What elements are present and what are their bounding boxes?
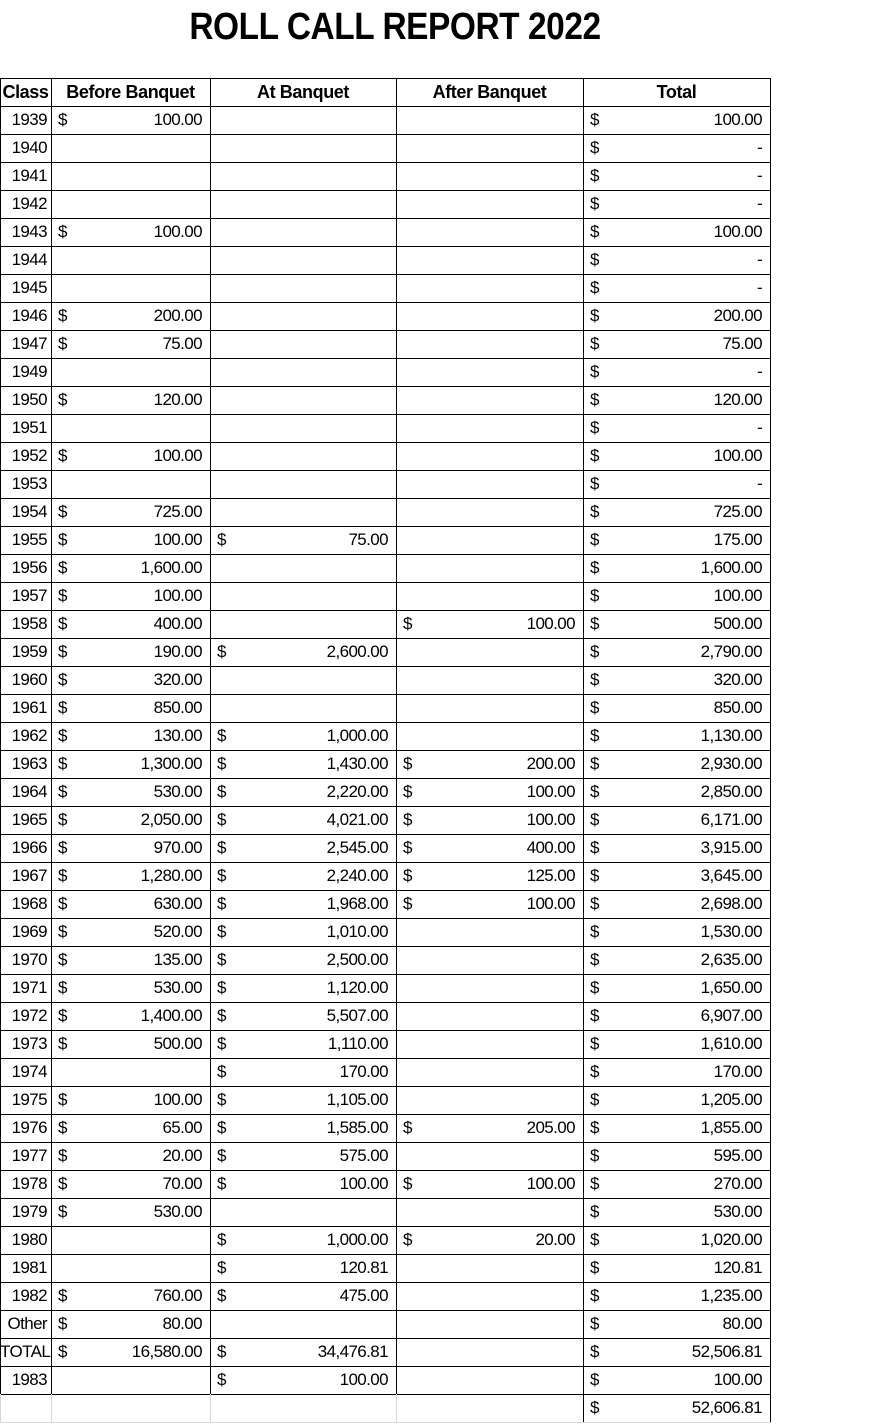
class-cell: 1954 bbox=[11, 502, 47, 521]
currency-symbol: $ bbox=[58, 950, 67, 969]
after-amount: 100.00 bbox=[526, 782, 575, 801]
class-cell: 1971 bbox=[11, 978, 47, 997]
total-amount: - bbox=[756, 362, 762, 381]
total-amount: 52,606.81 bbox=[691, 1398, 762, 1417]
after-amount: 100.00 bbox=[526, 1174, 575, 1193]
class-cell: Other bbox=[7, 1314, 47, 1333]
currency-symbol: $ bbox=[217, 1090, 226, 1109]
currency-symbol: $ bbox=[58, 1006, 67, 1025]
currency-symbol: $ bbox=[58, 1314, 67, 1333]
class-cell: 1963 bbox=[11, 754, 47, 773]
class-cell: 1946 bbox=[11, 306, 47, 325]
total-amount: - bbox=[756, 194, 762, 213]
currency-symbol: $ bbox=[58, 334, 67, 353]
currency-symbol: $ bbox=[590, 474, 599, 493]
currency-symbol: $ bbox=[590, 1006, 599, 1025]
before-amount: 100.00 bbox=[153, 530, 202, 549]
currency-symbol: $ bbox=[590, 1370, 599, 1389]
total-amount: 2,850.00 bbox=[700, 782, 762, 801]
currency-symbol: $ bbox=[58, 670, 67, 689]
at-amount: 1,010.00 bbox=[326, 922, 388, 941]
at-amount: 2,220.00 bbox=[326, 782, 388, 801]
total-amount: 1,610.00 bbox=[700, 1034, 762, 1053]
currency-symbol: $ bbox=[58, 390, 67, 409]
class-cell: 1964 bbox=[11, 782, 47, 801]
column-header: Total bbox=[656, 82, 697, 102]
currency-symbol: $ bbox=[217, 726, 226, 745]
currency-symbol: $ bbox=[590, 222, 599, 241]
currency-symbol: $ bbox=[58, 1146, 67, 1165]
before-amount: 1,300.00 bbox=[140, 754, 202, 773]
before-amount: 725.00 bbox=[153, 502, 202, 521]
total-amount: 850.00 bbox=[713, 698, 762, 717]
total-amount: 1,205.00 bbox=[700, 1090, 762, 1109]
currency-symbol: $ bbox=[217, 1062, 226, 1081]
class-cell: 1970 bbox=[11, 950, 47, 969]
total-amount: 3,915.00 bbox=[700, 838, 762, 857]
currency-symbol: $ bbox=[217, 866, 226, 885]
currency-symbol: $ bbox=[590, 166, 599, 185]
currency-symbol: $ bbox=[590, 390, 599, 409]
at-amount: 75.00 bbox=[348, 530, 388, 549]
before-amount: 135.00 bbox=[153, 950, 202, 969]
currency-symbol: $ bbox=[217, 810, 226, 829]
currency-symbol: $ bbox=[590, 1202, 599, 1221]
currency-symbol: $ bbox=[217, 754, 226, 773]
currency-symbol: $ bbox=[590, 334, 599, 353]
before-amount: 100.00 bbox=[153, 1090, 202, 1109]
currency-symbol: $ bbox=[217, 950, 226, 969]
total-amount: 530.00 bbox=[713, 1202, 762, 1221]
column-divider bbox=[770, 78, 771, 1395]
class-cell: 1965 bbox=[11, 810, 47, 829]
class-cell: 1978 bbox=[11, 1174, 47, 1193]
total-amount: - bbox=[756, 166, 762, 185]
currency-symbol: $ bbox=[590, 838, 599, 857]
before-amount: 100.00 bbox=[153, 586, 202, 605]
currency-symbol: $ bbox=[217, 1230, 226, 1249]
class-cell: 1969 bbox=[11, 922, 47, 941]
before-amount: 100.00 bbox=[153, 110, 202, 129]
currency-symbol: $ bbox=[590, 894, 599, 913]
currency-symbol: $ bbox=[590, 810, 599, 829]
total-amount: 100.00 bbox=[713, 1370, 762, 1389]
before-amount: 100.00 bbox=[153, 222, 202, 241]
currency-symbol: $ bbox=[217, 1034, 226, 1053]
at-amount: 2,545.00 bbox=[326, 838, 388, 857]
currency-symbol: $ bbox=[217, 1146, 226, 1165]
currency-symbol: $ bbox=[590, 502, 599, 521]
total-amount: 320.00 bbox=[713, 670, 762, 689]
after-amount: 400.00 bbox=[526, 838, 575, 857]
total-amount: 1,855.00 bbox=[700, 1118, 762, 1137]
currency-symbol: $ bbox=[217, 978, 226, 997]
class-cell: 1951 bbox=[11, 418, 47, 437]
column-header: After Banquet bbox=[432, 82, 547, 102]
total-amount: - bbox=[756, 250, 762, 269]
class-cell: 1958 bbox=[11, 614, 47, 633]
total-amount: 500.00 bbox=[713, 614, 762, 633]
total-amount: 6,907.00 bbox=[700, 1006, 762, 1025]
total-amount: 6,171.00 bbox=[700, 810, 762, 829]
total-amount: 2,930.00 bbox=[700, 754, 762, 773]
total-amount: - bbox=[756, 418, 762, 437]
total-amount: 120.00 bbox=[713, 390, 762, 409]
currency-symbol: $ bbox=[217, 1174, 226, 1193]
currency-symbol: $ bbox=[590, 1062, 599, 1081]
after-amount: 100.00 bbox=[526, 894, 575, 913]
at-amount: 5,507.00 bbox=[326, 1006, 388, 1025]
column-divider bbox=[396, 1394, 397, 1422]
class-cell: 1957 bbox=[11, 586, 47, 605]
currency-symbol: $ bbox=[58, 306, 67, 325]
before-amount: 75.00 bbox=[162, 334, 202, 353]
after-amount: 100.00 bbox=[526, 614, 575, 633]
total-amount: 75.00 bbox=[722, 334, 762, 353]
currency-symbol: $ bbox=[58, 1202, 67, 1221]
currency-symbol: $ bbox=[217, 1118, 226, 1137]
at-amount: 2,500.00 bbox=[326, 950, 388, 969]
currency-symbol: $ bbox=[403, 614, 412, 633]
before-amount: 80.00 bbox=[162, 1314, 202, 1333]
class-cell: 1953 bbox=[11, 474, 47, 493]
at-amount: 1,430.00 bbox=[326, 754, 388, 773]
currency-symbol: $ bbox=[403, 1230, 412, 1249]
currency-symbol: $ bbox=[590, 250, 599, 269]
currency-symbol: $ bbox=[217, 894, 226, 913]
currency-symbol: $ bbox=[58, 866, 67, 885]
before-amount: 970.00 bbox=[153, 838, 202, 857]
class-cell: 1942 bbox=[11, 194, 47, 213]
column-header: Before Banquet bbox=[66, 82, 195, 102]
total-amount: 1,130.00 bbox=[700, 726, 762, 745]
currency-symbol: $ bbox=[58, 754, 67, 773]
before-amount: 320.00 bbox=[153, 670, 202, 689]
currency-symbol: $ bbox=[58, 110, 67, 129]
class-cell: 1952 bbox=[11, 446, 47, 465]
currency-symbol: $ bbox=[58, 978, 67, 997]
after-amount: 100.00 bbox=[526, 810, 575, 829]
after-amount: 20.00 bbox=[535, 1230, 575, 1249]
class-cell: 1981 bbox=[11, 1258, 47, 1277]
total-amount: 200.00 bbox=[713, 306, 762, 325]
currency-symbol: $ bbox=[58, 1286, 67, 1305]
currency-symbol: $ bbox=[217, 1342, 226, 1361]
class-cell: 1980 bbox=[11, 1230, 47, 1249]
at-amount: 100.00 bbox=[339, 1370, 388, 1389]
at-amount: 1,585.00 bbox=[326, 1118, 388, 1137]
before-amount: 630.00 bbox=[153, 894, 202, 913]
currency-symbol: $ bbox=[590, 418, 599, 437]
total-amount: 100.00 bbox=[713, 586, 762, 605]
at-amount: 1,968.00 bbox=[326, 894, 388, 913]
currency-symbol: $ bbox=[58, 838, 67, 857]
row-divider bbox=[0, 1422, 771, 1423]
currency-symbol: $ bbox=[403, 782, 412, 801]
currency-symbol: $ bbox=[58, 446, 67, 465]
at-amount: 1,105.00 bbox=[326, 1090, 388, 1109]
currency-symbol: $ bbox=[590, 1090, 599, 1109]
total-amount: - bbox=[756, 474, 762, 493]
class-cell: 1982 bbox=[11, 1286, 47, 1305]
currency-symbol: $ bbox=[590, 1146, 599, 1165]
currency-symbol: $ bbox=[58, 810, 67, 829]
currency-symbol: $ bbox=[590, 1342, 599, 1361]
before-amount: 400.00 bbox=[153, 614, 202, 633]
currency-symbol: $ bbox=[217, 838, 226, 857]
at-amount: 475.00 bbox=[339, 1286, 388, 1305]
total-amount: 2,635.00 bbox=[700, 950, 762, 969]
before-amount: 120.00 bbox=[153, 390, 202, 409]
currency-symbol: $ bbox=[403, 838, 412, 857]
class-cell: 1943 bbox=[11, 222, 47, 241]
currency-symbol: $ bbox=[403, 1118, 412, 1137]
class-cell: 1940 bbox=[11, 138, 47, 157]
currency-symbol: $ bbox=[590, 558, 599, 577]
currency-symbol: $ bbox=[590, 670, 599, 689]
total-amount: 1,020.00 bbox=[700, 1230, 762, 1249]
class-cell: 1966 bbox=[11, 838, 47, 857]
currency-symbol: $ bbox=[590, 978, 599, 997]
currency-symbol: $ bbox=[58, 922, 67, 941]
currency-symbol: $ bbox=[590, 922, 599, 941]
total-amount: 100.00 bbox=[713, 110, 762, 129]
currency-symbol: $ bbox=[58, 1174, 67, 1193]
class-cell: 1976 bbox=[11, 1118, 47, 1137]
before-amount: 2,050.00 bbox=[140, 810, 202, 829]
currency-symbol: $ bbox=[58, 1034, 67, 1053]
column-divider bbox=[770, 1394, 771, 1422]
currency-symbol: $ bbox=[590, 1118, 599, 1137]
before-amount: 20.00 bbox=[162, 1146, 202, 1165]
before-amount: 850.00 bbox=[153, 698, 202, 717]
class-cell: 1972 bbox=[11, 1006, 47, 1025]
currency-symbol: $ bbox=[58, 1342, 67, 1361]
class-cell: 1975 bbox=[11, 1090, 47, 1109]
before-amount: 100.00 bbox=[153, 446, 202, 465]
currency-symbol: $ bbox=[590, 138, 599, 157]
at-amount: 1,120.00 bbox=[326, 978, 388, 997]
currency-symbol: $ bbox=[590, 194, 599, 213]
at-amount: 2,240.00 bbox=[326, 866, 388, 885]
currency-symbol: $ bbox=[403, 754, 412, 773]
currency-symbol: $ bbox=[58, 530, 67, 549]
currency-symbol: $ bbox=[217, 530, 226, 549]
at-amount: 575.00 bbox=[339, 1146, 388, 1165]
before-amount: 1,280.00 bbox=[140, 866, 202, 885]
total-amount: 80.00 bbox=[722, 1314, 762, 1333]
total-amount: 2,698.00 bbox=[700, 894, 762, 913]
class-cell: TOTAL bbox=[0, 1342, 51, 1361]
class-cell: 1974 bbox=[11, 1062, 47, 1081]
currency-symbol: $ bbox=[590, 1034, 599, 1053]
class-cell: 1962 bbox=[11, 726, 47, 745]
currency-symbol: $ bbox=[590, 110, 599, 129]
total-amount: 725.00 bbox=[713, 502, 762, 521]
currency-symbol: $ bbox=[58, 614, 67, 633]
currency-symbol: $ bbox=[590, 866, 599, 885]
currency-symbol: $ bbox=[58, 222, 67, 241]
total-amount: 270.00 bbox=[713, 1174, 762, 1193]
currency-symbol: $ bbox=[403, 1174, 412, 1193]
currency-symbol: $ bbox=[58, 558, 67, 577]
at-amount: 100.00 bbox=[339, 1174, 388, 1193]
before-amount: 1,400.00 bbox=[140, 1006, 202, 1025]
total-amount: 52,506.81 bbox=[691, 1342, 762, 1361]
currency-symbol: $ bbox=[590, 362, 599, 381]
class-cell: 1973 bbox=[11, 1034, 47, 1053]
total-amount: - bbox=[756, 278, 762, 297]
at-amount: 34,476.81 bbox=[317, 1342, 388, 1361]
currency-symbol: $ bbox=[590, 530, 599, 549]
before-amount: 16,580.00 bbox=[131, 1342, 202, 1361]
before-amount: 1,600.00 bbox=[140, 558, 202, 577]
before-amount: 760.00 bbox=[153, 1286, 202, 1305]
class-cell: 1959 bbox=[11, 642, 47, 661]
currency-symbol: $ bbox=[58, 1090, 67, 1109]
before-amount: 200.00 bbox=[153, 306, 202, 325]
total-amount: 100.00 bbox=[713, 446, 762, 465]
currency-symbol: $ bbox=[590, 698, 599, 717]
currency-symbol: $ bbox=[58, 894, 67, 913]
currency-symbol: $ bbox=[590, 950, 599, 969]
total-amount: 120.81 bbox=[713, 1258, 762, 1277]
before-amount: 530.00 bbox=[153, 978, 202, 997]
currency-symbol: $ bbox=[58, 726, 67, 745]
currency-symbol: $ bbox=[217, 1006, 226, 1025]
column-header: At Banquet bbox=[257, 82, 349, 102]
total-amount: 175.00 bbox=[713, 530, 762, 549]
class-cell: 1944 bbox=[11, 250, 47, 269]
before-amount: 70.00 bbox=[162, 1174, 202, 1193]
class-cell: 1956 bbox=[11, 558, 47, 577]
currency-symbol: $ bbox=[58, 642, 67, 661]
before-amount: 530.00 bbox=[153, 782, 202, 801]
column-header: Class bbox=[2, 82, 49, 102]
currency-symbol: $ bbox=[403, 866, 412, 885]
at-amount: 170.00 bbox=[339, 1062, 388, 1081]
currency-symbol: $ bbox=[217, 782, 226, 801]
class-cell: 1955 bbox=[11, 530, 47, 549]
total-amount: 1,530.00 bbox=[700, 922, 762, 941]
currency-symbol: $ bbox=[590, 1314, 599, 1333]
currency-symbol: $ bbox=[590, 726, 599, 745]
currency-symbol: $ bbox=[58, 502, 67, 521]
currency-symbol: $ bbox=[590, 586, 599, 605]
before-amount: 500.00 bbox=[153, 1034, 202, 1053]
class-cell: 1961 bbox=[11, 698, 47, 717]
class-cell: 1979 bbox=[11, 1202, 47, 1221]
before-amount: 130.00 bbox=[153, 726, 202, 745]
currency-symbol: $ bbox=[58, 698, 67, 717]
before-amount: 190.00 bbox=[153, 642, 202, 661]
currency-symbol: $ bbox=[403, 894, 412, 913]
total-amount: 3,645.00 bbox=[700, 866, 762, 885]
report-title: ROLL CALL REPORT 2022 bbox=[189, 6, 601, 48]
currency-symbol: $ bbox=[217, 922, 226, 941]
class-cell: 1960 bbox=[11, 670, 47, 689]
class-cell: 1947 bbox=[11, 334, 47, 353]
class-cell: 1967 bbox=[11, 866, 47, 885]
currency-symbol: $ bbox=[58, 1118, 67, 1137]
currency-symbol: $ bbox=[590, 642, 599, 661]
total-amount: 1,650.00 bbox=[700, 978, 762, 997]
at-amount: 1,000.00 bbox=[326, 726, 388, 745]
column-divider bbox=[210, 1394, 211, 1422]
class-cell: 1977 bbox=[11, 1146, 47, 1165]
at-amount: 120.81 bbox=[339, 1258, 388, 1277]
at-amount: 2,600.00 bbox=[326, 642, 388, 661]
before-amount: 520.00 bbox=[153, 922, 202, 941]
currency-symbol: $ bbox=[403, 810, 412, 829]
currency-symbol: $ bbox=[590, 1258, 599, 1277]
total-amount: 100.00 bbox=[713, 222, 762, 241]
currency-symbol: $ bbox=[590, 306, 599, 325]
class-cell: 1983 bbox=[11, 1370, 47, 1389]
total-amount: 1,600.00 bbox=[700, 558, 762, 577]
total-amount: 2,790.00 bbox=[700, 642, 762, 661]
currency-symbol: $ bbox=[58, 782, 67, 801]
class-cell: 1941 bbox=[11, 166, 47, 185]
after-amount: 125.00 bbox=[526, 866, 575, 885]
currency-symbol: $ bbox=[217, 1286, 226, 1305]
before-amount: 530.00 bbox=[153, 1202, 202, 1221]
currency-symbol: $ bbox=[590, 446, 599, 465]
class-cell: 1949 bbox=[11, 362, 47, 381]
at-amount: 1,000.00 bbox=[326, 1230, 388, 1249]
total-amount: 595.00 bbox=[713, 1146, 762, 1165]
currency-symbol: $ bbox=[58, 586, 67, 605]
total-amount: 1,235.00 bbox=[700, 1286, 762, 1305]
currency-symbol: $ bbox=[217, 642, 226, 661]
currency-symbol: $ bbox=[217, 1370, 226, 1389]
after-amount: 200.00 bbox=[526, 754, 575, 773]
at-amount: 4,021.00 bbox=[326, 810, 388, 829]
total-amount: - bbox=[756, 138, 762, 157]
total-amount: 170.00 bbox=[713, 1062, 762, 1081]
class-cell bbox=[0, 1394, 51, 1422]
currency-symbol: $ bbox=[590, 278, 599, 297]
class-cell: 1968 bbox=[11, 894, 47, 913]
currency-symbol: $ bbox=[590, 754, 599, 773]
currency-symbol: $ bbox=[217, 1258, 226, 1277]
currency-symbol: $ bbox=[590, 1398, 599, 1417]
currency-symbol: $ bbox=[590, 1230, 599, 1249]
before-amount: 65.00 bbox=[162, 1118, 202, 1137]
class-cell: 1945 bbox=[11, 278, 47, 297]
currency-symbol: $ bbox=[590, 782, 599, 801]
currency-symbol: $ bbox=[590, 614, 599, 633]
column-divider bbox=[51, 1394, 52, 1422]
class-cell: 1950 bbox=[11, 390, 47, 409]
currency-symbol: $ bbox=[590, 1286, 599, 1305]
class-cell: 1939 bbox=[11, 110, 47, 129]
currency-symbol: $ bbox=[590, 1174, 599, 1193]
after-amount: 205.00 bbox=[526, 1118, 575, 1137]
at-amount: 1,110.00 bbox=[327, 1034, 388, 1053]
